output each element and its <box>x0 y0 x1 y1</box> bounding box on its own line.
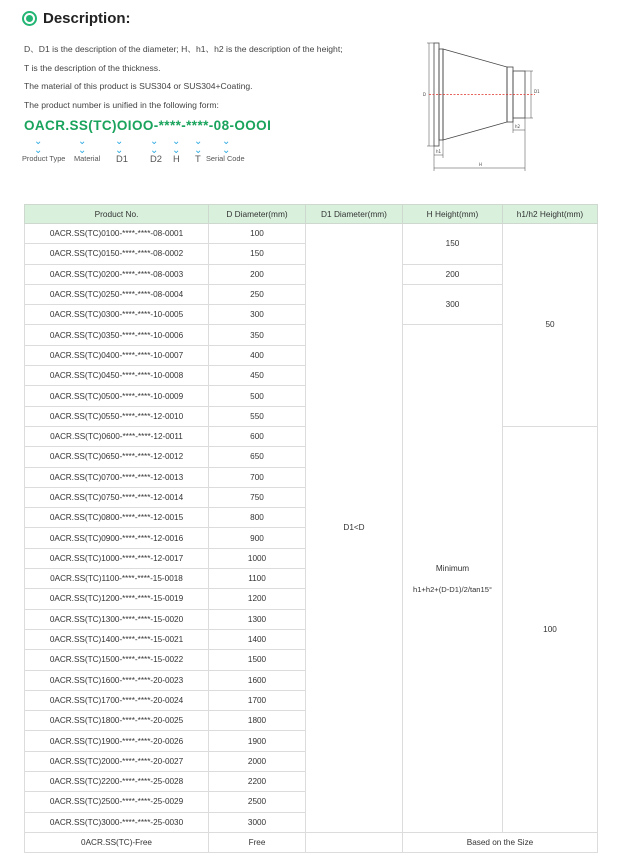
double-chevron-down-icon: ⌄ ⌄ <box>194 136 203 156</box>
product-no-cell: 0ACR.SS(TC)2200-****-****-25-0028 <box>25 772 209 792</box>
h-height-cell: 200 <box>403 264 503 284</box>
d-diameter-cell: 450 <box>209 366 306 386</box>
d-diameter-cell: 1300 <box>209 609 306 629</box>
diagram-label-h: H <box>479 162 483 167</box>
product-no-cell: 0ACR.SS(TC)1600-****-****-20-0023 <box>25 670 209 690</box>
d-diameter-cell: 1600 <box>209 670 306 690</box>
description-line: D、D1 is the description of the diameter; H、h1、h2 is the description of the height; <box>24 44 343 54</box>
d-diameter-cell: 600 <box>209 426 306 446</box>
d-diameter-cell: 700 <box>209 467 306 487</box>
table-row-free <box>25 832 598 852</box>
diagram-label-d1: D1 <box>534 89 540 94</box>
d-diameter-cell: 2200 <box>209 772 306 792</box>
bullet-circle-icon <box>22 11 37 26</box>
product-no-cell: 0ACR.SS(TC)0450-****-****-10-0008 <box>25 366 209 386</box>
double-chevron-down-icon: ⌄ ⌄ <box>172 136 181 156</box>
d-diameter-cell: 1700 <box>209 690 306 710</box>
product-no-cell: 0ACR.SS(TC)0250-****-****-08-0004 <box>25 284 209 304</box>
d-diameter-cell: 3000 <box>209 812 306 832</box>
product-no-cell: 0ACR.SS(TC)1100-****-****-15-0018 <box>25 569 209 589</box>
product-no-cell: 0ACR.SS(TC)0700-****-****-12-0013 <box>25 467 209 487</box>
product-no-cell: 0ACR.SS(TC)0300-****-****-10-0005 <box>25 305 209 325</box>
d-diameter-cell: 400 <box>209 345 306 365</box>
header-h1h2-height: h1/h2 Height(mm) <box>503 205 598 224</box>
d-diameter-cell: 800 <box>209 508 306 528</box>
product-no-cell: 0ACR.SS(TC)0650-****-****-12-0012 <box>25 447 209 467</box>
product-no-cell: 0ACR.SS(TC)2000-****-****-20-0027 <box>25 751 209 771</box>
description-line: The product number is unified in the following form: <box>24 99 219 110</box>
spec-table <box>24 204 598 853</box>
product-code-format: OACR.SS(TC)OIOO-****-****-08-OOOI <box>24 118 272 133</box>
d-diameter-cell: 1100 <box>209 569 306 589</box>
product-no-cell: 0ACR.SS(TC)1800-****-****-20-0025 <box>25 711 209 731</box>
code-part-label: D1 <box>116 153 128 164</box>
product-no-cell: 0ACR.SS(TC)0400-****-****-10-0007 <box>25 345 209 365</box>
double-chevron-down-icon: ⌄ ⌄ <box>78 136 87 156</box>
description-line: T is the description of the thickness. <box>24 62 161 73</box>
d-diameter-cell: 350 <box>209 325 306 345</box>
code-part-label: T <box>195 153 201 164</box>
product-no-cell: 0ACR.SS(TC)0550-****-****-12-0010 <box>25 406 209 426</box>
double-chevron-down-icon: ⌄ ⌄ <box>150 136 159 156</box>
product-no-cell: 0ACR.SS(TC)0750-****-****-12-0014 <box>25 487 209 507</box>
d-diameter-cell: 650 <box>209 447 306 467</box>
d-diameter-cell: 1000 <box>209 548 306 568</box>
d-diameter-cell: 750 <box>209 487 306 507</box>
product-no-cell: 0ACR.SS(TC)0200-****-****-08-0003 <box>25 264 209 284</box>
code-part-label: H <box>173 153 180 164</box>
product-no-cell: 0ACR.SS(TC)0900-****-****-12-0016 <box>25 528 209 548</box>
table-body <box>25 224 598 853</box>
diagram-label-h1: h1 <box>436 149 442 154</box>
h-height-cell: 150 <box>403 224 503 265</box>
h-minimum-label: Minimum <box>435 563 470 573</box>
product-no-cell: 0ACR.SS(TC)1300-****-****-15-0020 <box>25 609 209 629</box>
d-diameter-cell: Free <box>209 832 306 852</box>
table-row <box>25 224 598 244</box>
diagram-label-h2: h2 <box>515 124 521 129</box>
code-part-label: Product Type <box>22 154 66 163</box>
header-h-height: H Height(mm) <box>403 205 503 224</box>
d-diameter-cell: 2000 <box>209 751 306 771</box>
d1-diameter-cell <box>306 832 403 852</box>
code-part-label: Serial Code <box>206 154 245 163</box>
double-chevron-down-icon: ⌄ ⌄ <box>34 136 43 156</box>
product-no-cell: 0ACR.SS(TC)0500-****-****-10-0009 <box>25 386 209 406</box>
product-no-cell: 0ACR.SS(TC)1200-****-****-15-0019 <box>25 589 209 609</box>
table-header-row <box>25 205 598 224</box>
d-diameter-cell: 300 <box>209 305 306 325</box>
product-no-cell: 0ACR.SS(TC)0800-****-****-12-0015 <box>25 508 209 528</box>
d1-diameter-cell: D1<D <box>306 224 403 833</box>
product-no-cell: 0ACR.SS(TC)-Free <box>25 832 209 852</box>
reducer-diagram <box>407 33 557 173</box>
product-no-cell: 0ACR.SS(TC)1500-****-****-15-0022 <box>25 650 209 670</box>
d-diameter-cell: 900 <box>209 528 306 548</box>
d-diameter-cell: 150 <box>209 244 306 264</box>
d-diameter-cell: 100 <box>209 224 306 244</box>
d-diameter-cell: 550 <box>209 406 306 426</box>
d-diameter-cell: 2500 <box>209 792 306 812</box>
section-heading <box>22 10 131 27</box>
h-minimum-formula: h1+h2+(D-D1)/2/tan15° <box>412 584 493 594</box>
product-no-cell: 0ACR.SS(TC)1700-****-****-20-0024 <box>25 690 209 710</box>
header-product-no: Product No. <box>25 205 209 224</box>
d-diameter-cell: 250 <box>209 284 306 304</box>
d-diameter-cell: 1400 <box>209 629 306 649</box>
double-chevron-down-icon: ⌄ ⌄ <box>115 136 124 156</box>
free-size-note-cell: Based on the Size <box>403 832 598 852</box>
product-no-cell: 0ACR.SS(TC)1900-****-****-20-0026 <box>25 731 209 751</box>
description-text <box>24 40 343 114</box>
product-no-cell: 0ACR.SS(TC)0150-****-****-08-0002 <box>25 244 209 264</box>
d-diameter-cell: 1500 <box>209 650 306 670</box>
h1h2-height-cell: 100 <box>503 426 598 832</box>
h-height-cell: 300 <box>403 284 503 325</box>
product-no-cell: 0ACR.SS(TC)1400-****-****-15-0021 <box>25 629 209 649</box>
double-chevron-down-icon: ⌄ ⌄ <box>222 136 231 156</box>
d-diameter-cell: 1800 <box>209 711 306 731</box>
section-title: Description: <box>43 10 131 27</box>
description-line: The material of this product is SUS304 or SUS304+Coating. <box>24 81 253 91</box>
product-no-cell: 0ACR.SS(TC)2500-****-****-25-0029 <box>25 792 209 812</box>
code-part-label: Material <box>74 154 101 163</box>
diagram-label-d: D <box>422 92 426 97</box>
h-minimum-cell <box>403 325 503 832</box>
product-no-cell: 0ACR.SS(TC)0600-****-****-12-0011 <box>25 426 209 446</box>
d-diameter-cell: 1200 <box>209 589 306 609</box>
d-diameter-cell: 1900 <box>209 731 306 751</box>
header-d-diameter: D Diameter(mm) <box>209 205 306 224</box>
product-no-cell: 0ACR.SS(TC)3000-****-****-25-0030 <box>25 812 209 832</box>
product-no-cell: 0ACR.SS(TC)1000-****-****-12-0017 <box>25 548 209 568</box>
header-d1-diameter: D1 Diameter(mm) <box>306 205 403 224</box>
d-diameter-cell: 200 <box>209 264 306 284</box>
product-no-cell: 0ACR.SS(TC)0350-****-****-10-0006 <box>25 325 209 345</box>
product-no-cell: 0ACR.SS(TC)0100-****-****-08-0001 <box>25 224 209 244</box>
h1h2-height-cell: 50 <box>503 224 598 427</box>
code-part-label: D2 <box>150 153 162 164</box>
d-diameter-cell: 500 <box>209 386 306 406</box>
